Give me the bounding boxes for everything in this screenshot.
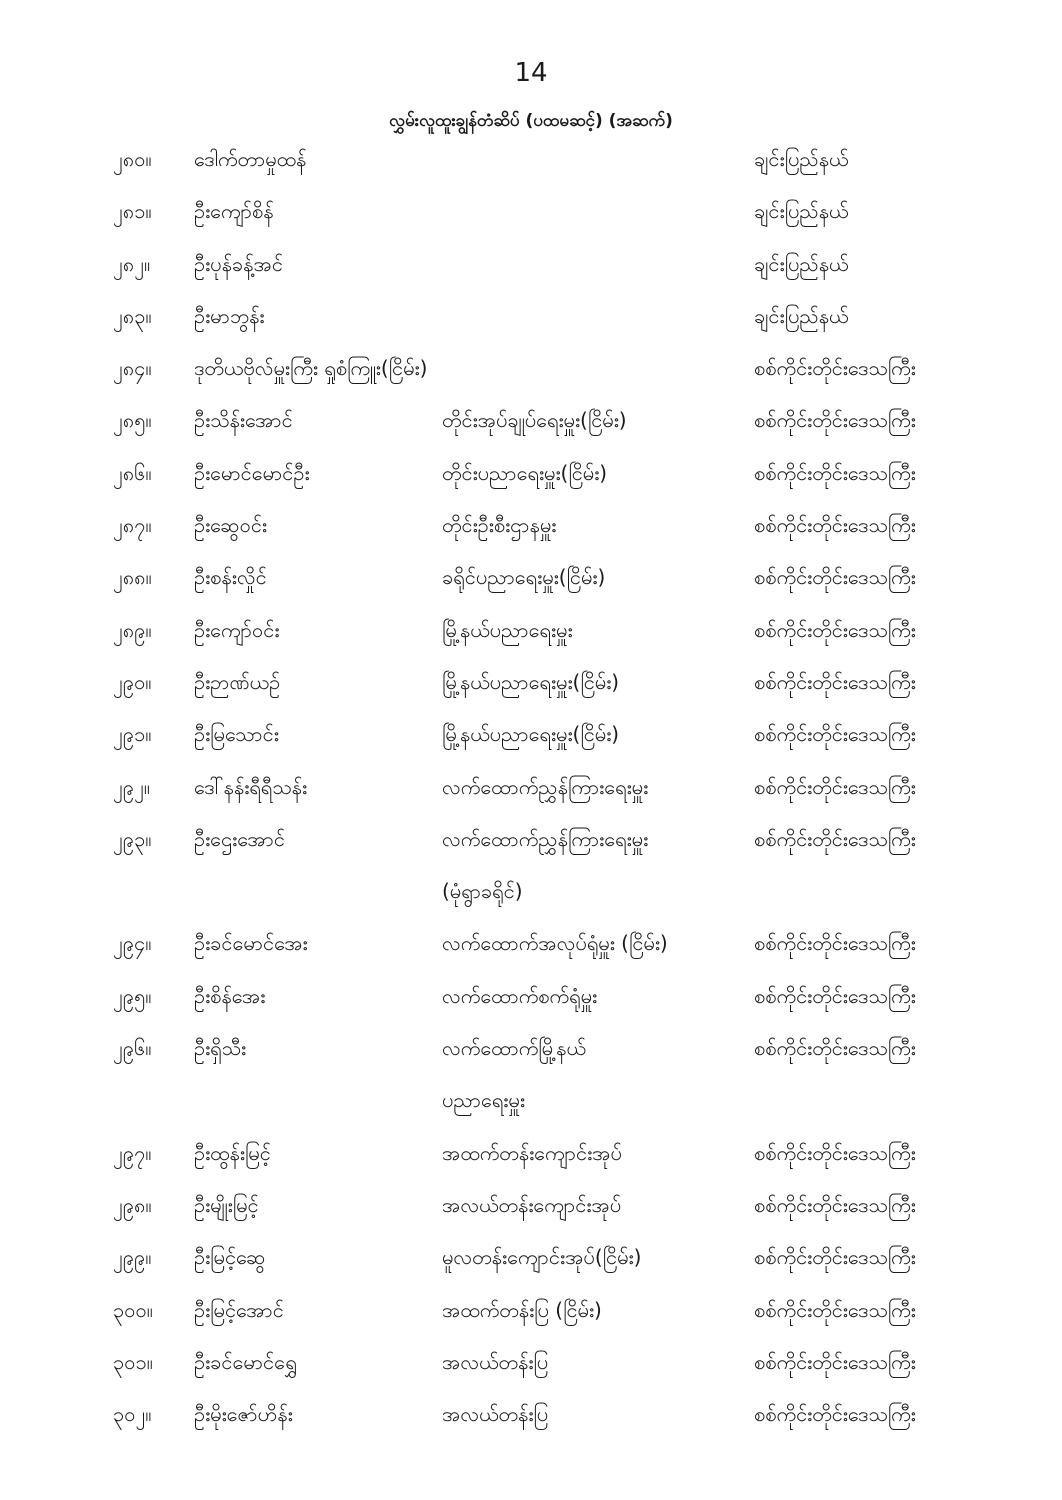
person-name: ဦးစန်းလှိုင် bbox=[194, 565, 267, 590]
list-item bbox=[0, 1238, 1062, 1290]
person-name: ဦးကျော်စိန် bbox=[194, 199, 274, 224]
region-name: စစ်ကိုင်းတိုင်းဒေသကြီး bbox=[754, 1402, 916, 1427]
list-item bbox=[0, 977, 1062, 1029]
item-number: ၂၈၄။ bbox=[113, 356, 152, 381]
region-name: စစ်ကိုင်းတိုင်းဒေသကြီး bbox=[754, 1297, 916, 1322]
position-title: အထက်တန်းပြ (ငြိမ်း) bbox=[442, 1297, 602, 1322]
list-item bbox=[0, 140, 1062, 192]
region-name: စစ်ကိုင်းတိုင်းဒေသကြီး bbox=[754, 565, 916, 590]
region-name: စစ်ကိုင်းတိုင်းဒေသကြီး bbox=[754, 774, 916, 799]
person-name: ဦးကျော်ဝင်း bbox=[194, 617, 280, 642]
list-item bbox=[0, 1029, 1062, 1081]
person-name: ဦးမြင့်ဆွေ bbox=[194, 1245, 266, 1270]
position-title: အလယ်တန်းကျောင်းအုပ် bbox=[442, 1192, 622, 1217]
item-number: ၂၉၆။ bbox=[113, 1036, 152, 1061]
list-item bbox=[0, 1186, 1062, 1238]
list-item bbox=[0, 820, 1062, 872]
list-item bbox=[0, 1081, 1062, 1133]
position-title: လက်ထောက်စက်ရုံမှူး bbox=[442, 983, 598, 1008]
position-title: မြို့နယ်ပညာရေးမှူး(ငြိမ်း) bbox=[442, 669, 620, 694]
person-name: ဦးသိန်းအောင် bbox=[194, 408, 293, 433]
item-number: ၂၉၀။ bbox=[113, 669, 152, 694]
list-item bbox=[0, 663, 1062, 715]
position-title: တိုင်းပညာရေးမှူး(ငြိမ်း) bbox=[442, 460, 608, 485]
person-name: ဦးမြသောင်း bbox=[194, 722, 279, 747]
position-title: မြို့နယ်ပညာရေးမှူး(ငြိမ်း) bbox=[442, 722, 620, 747]
region-name: စစ်ကိုင်းတိုင်းဒေသကြီး bbox=[754, 931, 916, 956]
item-number: ၃၀၀။ bbox=[113, 1297, 153, 1322]
position-title: တိုင်းအုပ်ချုပ်ရေးမှူး(ငြိမ်း) bbox=[442, 408, 627, 433]
item-number: ၂၈၉။ bbox=[113, 617, 152, 642]
person-name: ဦးမာဘွန်း bbox=[194, 303, 265, 328]
region-name: စစ်ကိုင်းတိုင်းဒေသကြီး bbox=[754, 460, 916, 485]
person-name: ဦးမျိုးမြင့် bbox=[194, 1192, 259, 1217]
item-number: ၂၈၂။ bbox=[113, 251, 151, 276]
person-name: ဦးပုန်ခန့်အင် bbox=[194, 251, 283, 276]
position-title: အလယ်တန်းပြ bbox=[442, 1402, 549, 1427]
item-number: ၂၈၁။ bbox=[113, 199, 152, 224]
position-title: လက်ထောက်ညွှန်ကြားရေးမှူး bbox=[442, 826, 649, 851]
person-name: ဦးထွန်းမြင့် bbox=[194, 1140, 271, 1165]
item-number: ၂၉၅။ bbox=[113, 983, 152, 1008]
region-name: စစ်ကိုင်းတိုင်းဒေသကြီး bbox=[754, 513, 916, 538]
position-title: လက်ထောက်ညွှန်ကြားရေးမှူး bbox=[442, 774, 649, 799]
item-number: ၂၉၄။ bbox=[113, 931, 152, 956]
region-name: စစ်ကိုင်းတိုင်းဒေသကြီး bbox=[754, 1036, 916, 1061]
region-name: စစ်ကိုင်းတိုင်းဒေသကြီး bbox=[754, 617, 916, 642]
region-name: စစ်ကိုင်းတိုင်းဒေသကြီး bbox=[754, 722, 916, 747]
position-title: လက်ထောက်အလုပ်ရုံမှူး (ငြိမ်း) bbox=[442, 931, 668, 956]
list-item bbox=[0, 349, 1062, 401]
item-number: ၂၈၆။ bbox=[113, 460, 152, 485]
item-number: ၂၉၈။ bbox=[113, 1192, 152, 1217]
region-name: စစ်ကိုင်းတိုင်းဒေသကြီး bbox=[754, 1245, 916, 1270]
item-number: ၂၉၁။ bbox=[113, 722, 152, 747]
person-name: ဦးခင်မောင်အေး bbox=[194, 931, 308, 956]
person-name: ဦးမောင်မောင်ဦး bbox=[194, 460, 310, 485]
region-name: စစ်ကိုင်းတိုင်းဒေသကြီး bbox=[754, 826, 916, 851]
list-item bbox=[0, 611, 1062, 663]
person-name: ဒုတိယဗိုလ်မှူးကြီး ရှုစံကြူး(ငြိမ်း) bbox=[194, 356, 428, 381]
list-item bbox=[0, 768, 1062, 820]
position-title: အထက်တန်းကျောင်းအုပ် bbox=[442, 1140, 622, 1165]
region-name: ချင်းပြည်နယ် bbox=[754, 147, 849, 171]
person-name: ဒေါ်နန်းရီရီသန်း bbox=[194, 774, 308, 799]
item-number: ၂၉၃။ bbox=[113, 826, 152, 851]
person-name: ဦးစိန်အေး bbox=[194, 983, 266, 1008]
position-title: လက်ထောက်မြို့နယ် bbox=[442, 1036, 586, 1061]
region-name: စစ်ကိုင်းတိုင်းဒေသကြီး bbox=[754, 356, 916, 381]
list-item bbox=[0, 401, 1062, 453]
list-item bbox=[0, 1291, 1062, 1343]
list-item bbox=[0, 558, 1062, 610]
item-number: ၂၉၇။ bbox=[113, 1140, 152, 1165]
region-name: စစ်ကိုင်းတိုင်းဒေသကြီး bbox=[754, 1192, 916, 1217]
position-title: ခရိုင်ပညာရေးမှူး(ငြိမ်း) bbox=[442, 565, 606, 590]
item-number: ၂၉၂။ bbox=[113, 774, 150, 799]
list-item bbox=[0, 454, 1062, 506]
person-name: ဦးခင်မောင်ရွှေ bbox=[194, 1349, 297, 1374]
person-name: ဦးရှိသီး bbox=[194, 1036, 247, 1061]
item-number: ၂၈၀။ bbox=[113, 147, 152, 171]
region-name: ချင်းပြည်နယ် bbox=[754, 303, 849, 328]
item-number: ၂၈၃။ bbox=[113, 303, 152, 328]
list-item bbox=[0, 506, 1062, 558]
list-item bbox=[0, 297, 1062, 349]
list-item bbox=[0, 924, 1062, 976]
position-title: အလယ်တန်းပြ bbox=[442, 1349, 549, 1374]
item-number: ၃၀၂။ bbox=[113, 1402, 152, 1427]
award-list bbox=[0, 140, 1062, 1447]
page-number: 14 bbox=[514, 58, 548, 88]
item-number: ၂၈၈။ bbox=[113, 565, 152, 590]
item-number: ၂၉၉။ bbox=[113, 1245, 152, 1270]
person-name: ဦးမြင့်အောင် bbox=[194, 1297, 284, 1322]
list-item bbox=[0, 1134, 1062, 1186]
position-title: မြို့နယ်ပညာရေးမှူး bbox=[442, 617, 573, 642]
list-item bbox=[0, 1343, 1062, 1395]
region-name: စစ်ကိုင်းတိုင်းဒေသကြီး bbox=[754, 1140, 916, 1165]
person-name: ဦးဉာဏ်ယဉ် bbox=[194, 669, 281, 694]
list-item bbox=[0, 1395, 1062, 1447]
region-name: စစ်ကိုင်းတိုင်းဒေသကြီး bbox=[754, 983, 916, 1008]
position-title: မူလတန်းကျောင်းအုပ်(ငြိမ်း) bbox=[442, 1245, 642, 1270]
item-number: ၂၈၇။ bbox=[113, 513, 152, 538]
list-item bbox=[0, 192, 1062, 244]
position-title: ပညာရေးမှူး bbox=[442, 1088, 525, 1113]
position-title: တိုင်းဦးစီးဌာနမှူး bbox=[442, 513, 557, 538]
position-title: (မုံရွာခရိုင်) bbox=[442, 879, 523, 904]
list-item bbox=[0, 715, 1062, 767]
item-number: ၂၈၅။ bbox=[113, 408, 152, 433]
list-item bbox=[0, 872, 1062, 924]
region-name: ချင်းပြည်နယ် bbox=[754, 199, 849, 224]
list-item bbox=[0, 245, 1062, 297]
person-name: ဦးဌေးအောင် bbox=[194, 826, 285, 851]
person-name: ဦးဆွေဝင်း bbox=[194, 513, 267, 538]
item-number: ၃၀၁။ bbox=[113, 1349, 153, 1374]
list-heading: လွှမ်းလူထူးချွန်တံဆိပ် (ပထမဆင့်) (အဆက်) bbox=[389, 111, 673, 131]
person-name: ဒေါက်တာမှုထန် bbox=[194, 147, 307, 171]
region-name: စစ်ကိုင်းတိုင်းဒေသကြီး bbox=[754, 1349, 916, 1374]
region-name: စစ်ကိုင်းတိုင်းဒေသကြီး bbox=[754, 669, 916, 694]
region-name: ချင်းပြည်နယ် bbox=[754, 251, 849, 276]
region-name: စစ်ကိုင်းတိုင်းဒေသကြီး bbox=[754, 408, 916, 433]
person-name: ဦးမိုးဇော်ဟိန်း bbox=[194, 1402, 293, 1427]
